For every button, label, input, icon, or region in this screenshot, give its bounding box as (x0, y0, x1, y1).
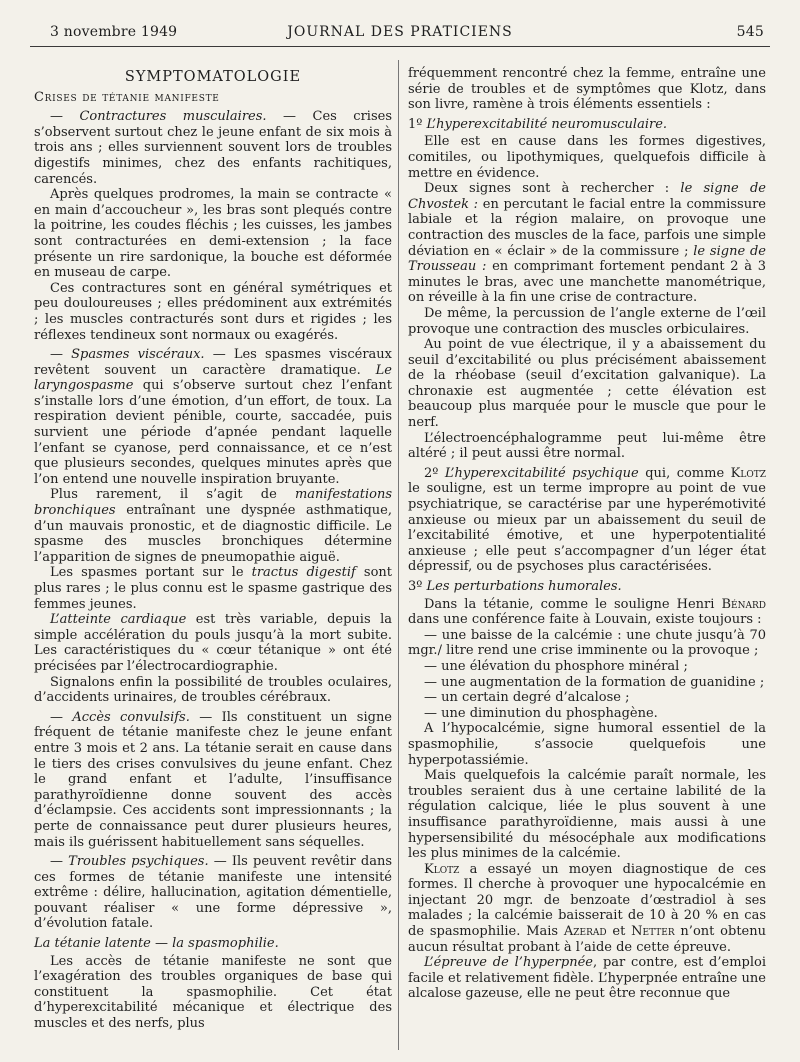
paragraph: Après quelques prodromes, la main se contracte « en main d’accoucheur », les bras sont plequés contre la poitrine, les coudes fléchis ; les cuisses, les jambes sont contracturées en demi-extension ; la face présente un rire sardonique, la bouche est déformée en museau de carpe. (34, 187, 392, 281)
paragraph: Dans la tétanie, comme le souligne Henri Bénard dans une conférence faite à Louvain, existe toujours : (408, 596, 766, 628)
list-item: — une baisse de la calcémie : une chute jusqu’à 70 mgr./ litre rend une crise imminente ou la provoque ; (408, 627, 766, 659)
paragraph: L’atteinte cardiaque est très variable, depuis la simple accélération du pouls jusqu’à la mort subite. Les caractéristiques du « cœur tétanique » ont été précisées par l’électrocardiographie. (34, 612, 393, 674)
paragraph: L’épreuve de l’hyperpnée, par contre, est d’emploi facile et relativement fidèle. L’hyperpnée entraîne une alcalose gazeuse, elle ne peut être reconnue que (408, 955, 766, 1002)
paragraph: Plus rarement, il s’agit de manifestations bronchiques entraînant une dyspnée asthmatique, d’un mauvais pronostic, et de diagnostic difficile. Le spasme des muscles bronchiques détermine l’apparition de signes de pneumopathie aiguë. (34, 487, 392, 565)
paragraph: Elle est en cause dans les formes digestives, comitiles, ou lipothymiques, quelquefois difficile à mettre en évidence. (408, 134, 766, 181)
section-title: SYMPTOMATOLOGIE (124, 69, 302, 85)
header-date: 3 novembre 1949 (50, 24, 178, 40)
list-item: — une augmentation de la formation de guanidine ; (424, 674, 765, 690)
paragraph: — Contractures musculaires. — Ces crises s’observent surtout chez le jeune enfant de six mois à trois ans ; elles surviennent souvent lors de troubles digestifs minimes, chez des enfants rachitiques, carencés. (34, 109, 392, 187)
run-in-heading: Troubles psychiques. (68, 854, 209, 870)
numbered-heading-3: 3º Les perturbations humorales. (408, 579, 622, 594)
list-item: — une élévation du phosphore minéral ; (424, 658, 688, 674)
paragraph: Mais quelquefois la calcémie paraît normale, les troubles seraient dus à une certaine labilité de la régulation calcique, liée le plus souvent à une insuffisance parathyroïdienne, mais aussi à une hypersensibilité du mésocéphale aux modifications les plus minimes de la calcémie. (408, 768, 766, 862)
paragraph: L’électroencéphalogramme peut lui-même être altéré ; il peut aussi être normal. (408, 430, 766, 462)
paragraph: — Accès convulsifs. — Ils constituent un signe fréquent de tétanie manifeste chez le jeune enfant entre 3 mois et 2 ans. La tétanie serait en cause dans le tiers des crises convulsives du jeune enfant. Chez le grand enfant et l’adulte, l’insuffisance parathyroïdienne donne souvent des accès d’éclampsie. Ces accidents sont impressionnants ; la perte de connaissance peut durer plusieurs heures, mais ils guérissent habituellement sans séquelles. (34, 709, 393, 850)
paragraph: Klotz a essayé un moyen diagnostique de ces formes. Il cherche à provoquer une hypocalcémie en injectant 20 mgr. de benzoate d’œstradiol à ses malades ; la calcémie baisserait de 10 à 20 % en cas de spasmophilie. Mais Azerad et Netter n’ont obtenu aucun résultat probant à l’aide de cette épreuve. (408, 861, 766, 955)
paragraph: Au point de vue électrique, il y a abaissement du seuil d’excitabilité ou plus précisément abaissement de la rhéobase (seuil d’excitation galvanique). La chronaxie est augmentée ; cette élévation est beaucoup plus marquée pour le muscle que pour le nerf. (408, 337, 766, 431)
paragraph: Les accès de tétanie manifeste ne sont que l’exagération des troubles organiques de base qui constituent la spasmophilie. Cet état d’hyperexcitabilité mécanique et électrique des muscles et des nerfs, plus (34, 953, 392, 1032)
paragraph: De même, la percussion de l’angle externe de l’œil provoque une contraction des muscles orbiculaires. (408, 305, 766, 337)
subheading-latent: La tétanie latente — la spasmophilie. (34, 936, 279, 952)
numbered-heading-1: 1º L’hyperexcitabilité neuromusculaire. (408, 116, 668, 132)
paragraph: — Spasmes viscéraux. — Les spasmes viscéraux revêtent souvent un caractère dramatique. Le laryngospasme qui s’observe surtout chez l’enfant s’installe lors d’une émotion, d’un effort, de toux. La respiration devient pénible, courte, saccadée, puis survient une période d’apnée pendant laquelle l’enfant se cyanose, perd connaissance, et ce n’est que plusieurs secondes, quelques minutes après que l’on entend une nouvelle inspiration bruyante. (34, 347, 392, 487)
numbered-heading-2: 2º L’hyperexcitabilité psychique qui, comme Klotz le souligne, est un terme impropre au point de vue psychiatrique, se caractérise par une hyperémotivité anxieuse ou mieux par un abaissement du seuil de l’excitabilité émotive, et une hyperpotentialité anxieuse ; elle peut s’accompagner d’un léger état dépressif, ou de psychoses plus caractérisées. (408, 465, 766, 575)
paragraph: fréquemment rencontré chez la femme, entraîne une série de troubles et de symptômes que Klotz, dans son livre, ramène à trois éléments essentiels : (408, 66, 766, 113)
paragraph: — Troubles psychiques. — Ils peuvent revêtir dans ces formes de tétanie manifeste une intensité extrême : délire, hallucination, agitation démentielle, pouvant réaliser « une forme dépressive », d’évolution fatale. (34, 854, 392, 932)
left-column (34, 66, 392, 1032)
list-item: — une diminution du phosphagène. (424, 705, 658, 721)
right-column (408, 66, 766, 1002)
run-in-heading: Contractures musculaires. (79, 109, 267, 125)
paragraph: Deux signes sont à rechercher : le signe de Chvostek : en percutant le facial entre la commissure labiale et la région malaire, on provoque une contraction des muscles de la face, parfois une simple déviation en « éclair » de la commissure ; le signe de Trousseau : en comprimant fortement pendant 2 à 3 minutes le bras, avec une manchette manométrique, on réveille à la fin une crise de contracture. (408, 181, 767, 306)
paragraph: A l’hypocalcémie, signe humoral essentiel de la spasmophilie, s’associe quelquefois une hyperpotassiémie. (408, 721, 766, 768)
paragraph: Les spasmes portant sur le tractus digestif sont plus rares ; le plus connu est le spasme gastrique des femmes jeunes. (34, 565, 392, 612)
list-item: — un certain degré d’alcalose ; (424, 690, 630, 706)
subheading-crises: Crises de tétanie manifeste (34, 89, 220, 105)
paragraph: Ces contractures sont en général symétriques et peu douloureuses ; elles prédominent aux extrémités ; les muscles contracturés sont durs et rigides ; les réflexes tendineux sont normaux ou exagérés. (34, 280, 392, 343)
paragraph: Signalons enfin la possibilité de troubles oculaires, d’accidents urinaires, de troubles cérébraux. (34, 674, 392, 706)
run-in-heading: Spasmes viscéraux. (71, 347, 205, 363)
run-in-heading: Accès convulsifs. (72, 709, 190, 725)
running-header (30, 22, 770, 47)
header-journal-title: JOURNAL DES PRATICIENS (287, 24, 513, 40)
column-divider (398, 60, 399, 1050)
header-page-number: 545 (736, 24, 764, 40)
